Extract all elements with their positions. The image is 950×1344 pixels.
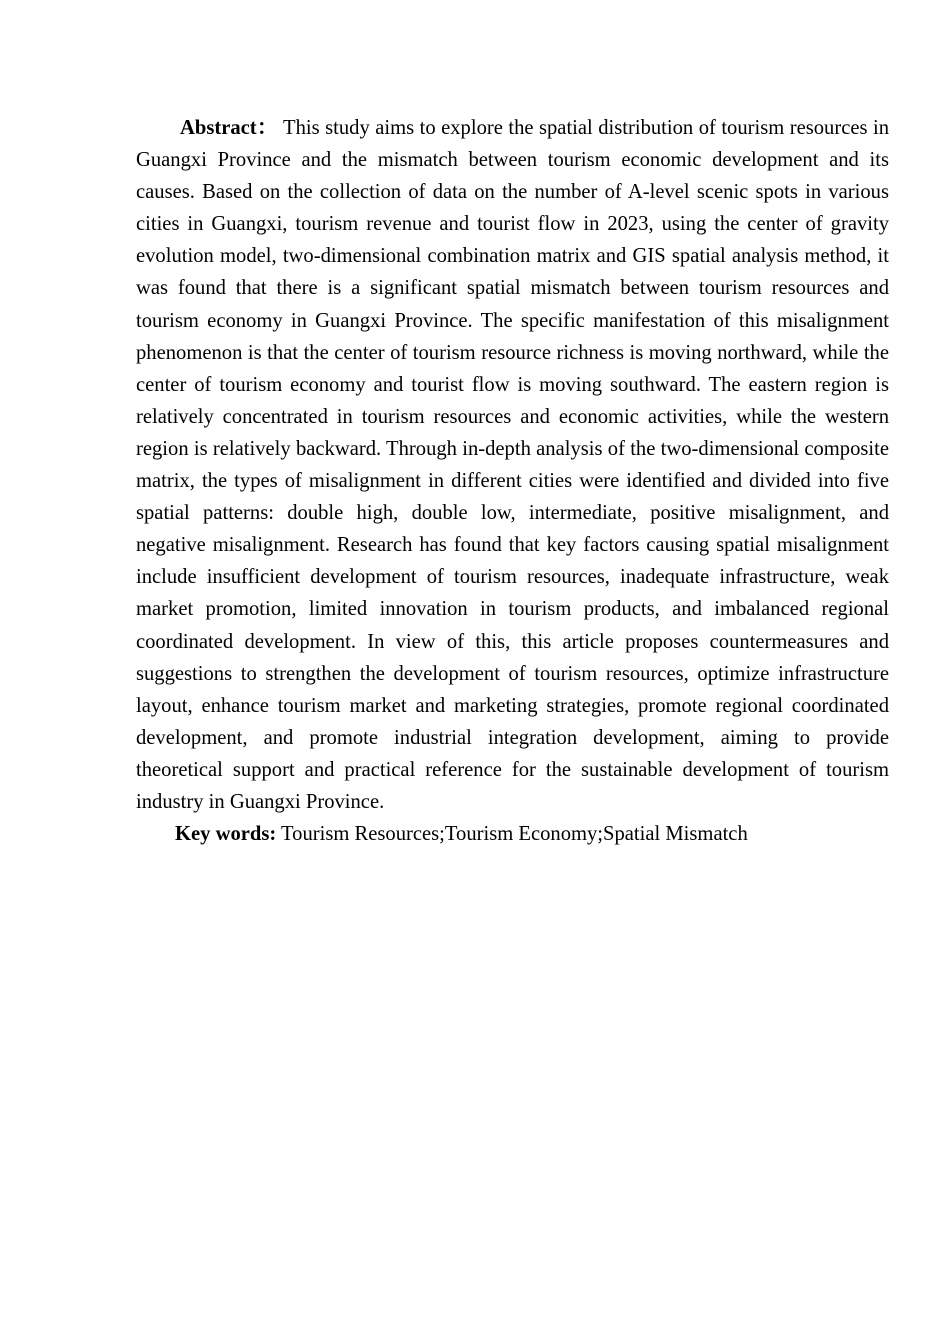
abstract-section <box>136 112 889 850</box>
abstract-paragraph <box>136 112 889 818</box>
keywords-text: Tourism Resources;Tourism Economy;Spatial Mismatch <box>281 823 748 846</box>
keywords-paragraph <box>136 818 889 850</box>
abstract-label: Abstract： <box>180 117 278 139</box>
abstract-text: This study aims to explore the spatial distribution of tourism resources in Guangxi Province and the mismatch between tourism economic development and its causes. Based on the collection of data on the number of A-level scenic spots in various cities in Guangxi, tourism revenue and tourist flow in 2023, using the center of gravity evolution model, two-dimensional combination matrix and GIS spatial analysis method, it was found that there is a significant spatial mismatch between tourism resources and tourism economy in Guangxi Province. The specific manifestation of this misalignment phenomenon is that the center of tourism resource richness is moving northward, while the center of tourism economy and tourist flow is moving southward. The eastern region is relatively concentrated in tourism resources and economic activities, while the western region is relatively backward. Through in-depth analysis of the two-dimensional composite matrix, the types of misalignment in different cities were identified and divided into five spatial patterns: double high, double low, intermediate, positive misalignment, and negative misalignment. Research has found that key factors causing spatial misalignment include insufficient development of tourism resources, inadequate infrastructure, weak market promotion, limited innovation in tourism products, and imbalanced regional coordinated development. In view of this, this article proposes countermeasures and suggestions to strengthen the development of tourism resources, optimize infrastructure layout, enhance tourism market and marketing strategies, promote regional coordinated development, and promote industrial integration development, aiming to provide theoretical support and practical reference for the sustainable development of tourism industry in Guangxi Province. <box>136 117 890 813</box>
keywords-label: Key words: <box>175 823 277 846</box>
